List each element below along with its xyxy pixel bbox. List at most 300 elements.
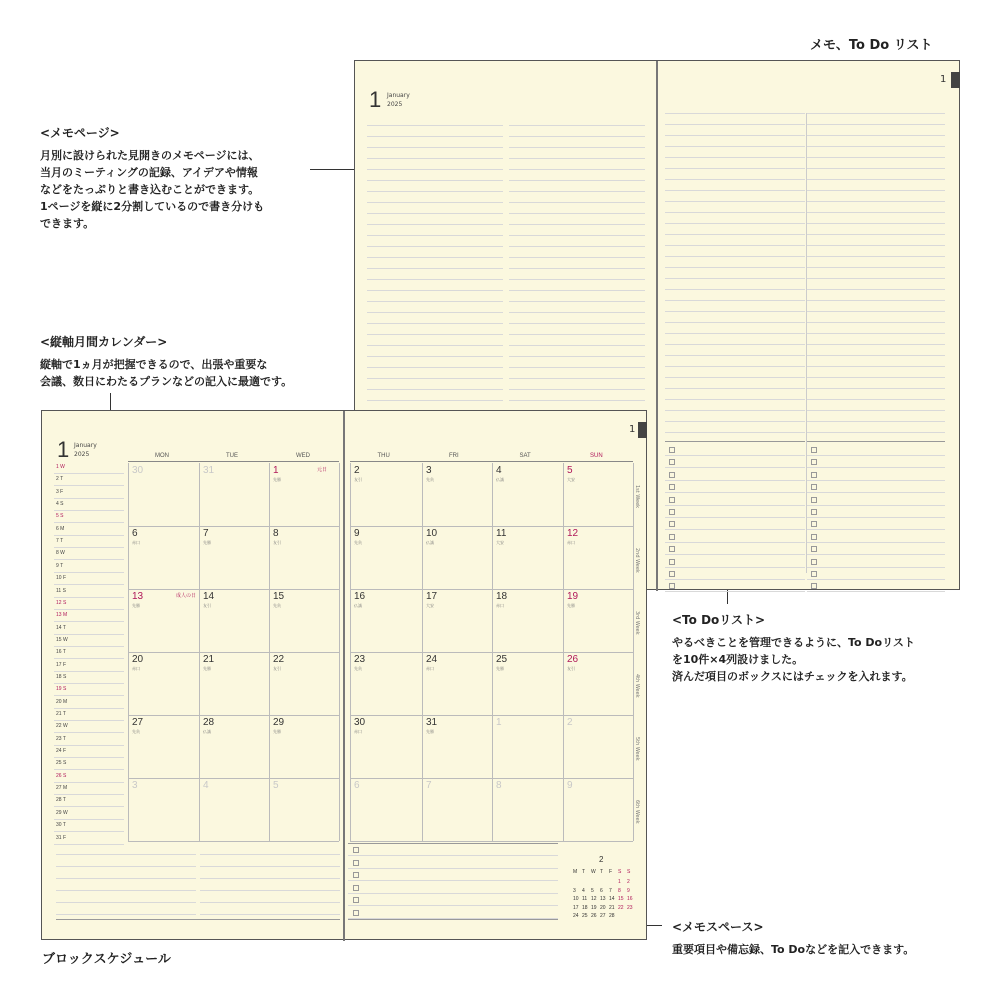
memo-rule (807, 124, 945, 125)
memo-rule (665, 212, 805, 213)
memo-rule (509, 378, 645, 379)
memo-rule (665, 388, 805, 389)
memo-rule (509, 301, 645, 302)
memo-year: 2025 (387, 101, 403, 108)
mini-calendar-day: 7 (609, 887, 612, 894)
memo-rule (509, 257, 645, 258)
todo-checkbox (811, 497, 817, 503)
memo-bottom-rule (56, 919, 340, 920)
day-list-rule (54, 547, 124, 548)
mini-calendar-day: 26 (591, 913, 597, 919)
column-divider (492, 463, 493, 841)
mini-calendar-day: 23 (627, 904, 633, 911)
day-number: 17 (426, 591, 438, 602)
memo-rule (509, 202, 645, 203)
vertical-calendar-note (40, 333, 292, 390)
rokuyo-label: 赤口 (567, 540, 575, 545)
day-list-item: 13 M (56, 612, 68, 619)
todo-checkbox (669, 484, 675, 490)
todo-rule (665, 542, 805, 543)
memo-rule (367, 235, 503, 236)
day-header-sat: SAT (519, 453, 531, 459)
todo-list-note-line: 済んだ項目のボックスにはチェックを入れます。 (672, 670, 913, 683)
memo-rule (509, 279, 645, 280)
calendar-month-number: 1 (57, 437, 70, 462)
todo-checkbox (811, 559, 817, 565)
memo-rule (807, 113, 945, 114)
rokuyo-label: 先勝 (132, 603, 140, 608)
day-list-item: 8 W (56, 550, 65, 557)
memo-rule (509, 400, 645, 401)
day-number: 30 (354, 717, 366, 728)
day-list-rule (54, 658, 124, 659)
memo-rule (509, 191, 645, 192)
mini-calendar-month: 2 (599, 855, 604, 864)
todo-rule (807, 467, 945, 468)
memo-rule (367, 169, 503, 170)
day-list-rule (54, 597, 124, 598)
todo-rule (665, 517, 805, 518)
memo-rule (56, 890, 196, 891)
day-list-item: 12 S (56, 599, 67, 606)
rokuyo-label: 赤口 (132, 540, 140, 545)
memo-rule (665, 410, 805, 411)
day-number: 14 (203, 591, 215, 602)
day-list-item: 3 F (56, 488, 64, 495)
todo-checkbox (811, 509, 817, 515)
rokuyo-label: 赤口 (132, 666, 140, 671)
memo-rule (665, 245, 805, 246)
rokuyo-label: 先負 (354, 666, 362, 671)
memo-rule (665, 333, 805, 334)
todo-checkbox (669, 472, 675, 478)
todo-rule (665, 554, 805, 555)
day-list-rule (54, 732, 124, 733)
mini-calendar-weekday: T (600, 869, 604, 875)
day-number: 29 (273, 717, 285, 728)
week-label: 4th Week (634, 674, 640, 698)
todo-rule (665, 505, 805, 506)
memo-rule (665, 377, 805, 378)
day-list-item: 6 M (56, 525, 65, 532)
memo-rule (509, 367, 645, 368)
week-rule (128, 652, 339, 653)
memo-rule (367, 367, 503, 368)
todo-header-rule (665, 441, 805, 442)
memo-rule (665, 289, 805, 290)
memo-rule (367, 312, 503, 313)
todo-rule (665, 455, 805, 456)
day-list-item: 16 T (56, 649, 66, 656)
todo-rule (807, 455, 945, 456)
day-header-mon: MON (155, 453, 169, 459)
mini-calendar-day: 16 (627, 896, 633, 902)
day-number: 8 (496, 780, 502, 791)
mini-calendar-day: 14 (609, 896, 615, 902)
todo-rule (665, 467, 805, 468)
memo-rule (56, 902, 196, 903)
memo-rule (807, 399, 945, 400)
calendar-month-name: January (74, 442, 97, 449)
memo-rule (509, 136, 645, 137)
day-list-item: 25 S (56, 760, 67, 767)
memo-rule (509, 213, 645, 214)
memo-rule (509, 125, 645, 126)
day-number: 25 (496, 654, 508, 665)
day-list-item: 28 T (56, 797, 66, 804)
day-number: 2 (354, 465, 360, 476)
memo-rule (56, 914, 196, 915)
todo-rule (807, 492, 945, 493)
rokuyo-label: 仏滅 (496, 477, 504, 482)
rokuyo-label: 友引 (273, 540, 281, 545)
memo-rule (509, 345, 645, 346)
column-divider (563, 463, 564, 841)
day-list-rule (54, 745, 124, 746)
memo-rule (200, 866, 340, 867)
memo-page-note-line: 当月のミーティングの記録、アイデアや情報 (40, 166, 258, 179)
memo-rule (807, 179, 945, 180)
memo-rule (807, 311, 945, 312)
todo-checkbox (669, 534, 675, 540)
memo-month-name: January (387, 92, 410, 99)
day-list-item: 15 W (56, 636, 68, 643)
week-label: 6th Week (634, 800, 640, 824)
rokuyo-label: 友引 (354, 477, 362, 482)
todo-checkbox (669, 583, 675, 589)
todo-rule (807, 567, 945, 568)
day-list-item: 30 T (56, 822, 66, 829)
rokuyo-label: 先勝 (273, 477, 281, 482)
mini-calendar-weekday: W (591, 869, 596, 875)
memo-rule (509, 323, 645, 324)
memo-rule (807, 366, 945, 367)
memo-rule (200, 878, 340, 879)
memo-rule (665, 124, 805, 125)
memo-rule (367, 268, 503, 269)
memo-rule (367, 389, 503, 390)
day-list-item: 22 W (56, 723, 68, 730)
todo-list-note-line: やるべきことを管理できるように、To Doリスト (672, 636, 915, 649)
memo-rule (807, 344, 945, 345)
day-header-wed: WED (296, 453, 310, 459)
day-list-item: 5 S (56, 513, 64, 520)
day-list-item: 2 T (56, 476, 64, 483)
rokuyo-label: 仏滅 (203, 729, 211, 734)
memo-rule (200, 914, 340, 915)
mini-calendar-weekday: M (573, 869, 578, 875)
column-divider (199, 463, 200, 841)
memo-rule (56, 866, 196, 867)
memo-rule (807, 234, 945, 235)
day-list-rule (54, 683, 124, 684)
memo-rule (509, 224, 645, 225)
memo-rule (367, 213, 503, 214)
memo-rule (807, 355, 945, 356)
todo-list-note-title: <To Doリスト> (672, 613, 766, 627)
todo-checkbox (669, 497, 675, 503)
memo-rule (509, 290, 645, 291)
week-rule (128, 778, 339, 779)
memo-rule (807, 256, 945, 257)
memo-rule (665, 355, 805, 356)
rokuyo-label: 仏滅 (354, 603, 362, 608)
memo-space-rule (348, 880, 558, 881)
memo-rule (665, 278, 805, 279)
memo-rule (807, 300, 945, 301)
rokuyo-label: 友引 (273, 666, 281, 671)
day-number: 27 (132, 717, 144, 728)
todo-rule (807, 505, 945, 506)
calendar-tab-number: 1 (629, 424, 636, 435)
memo-rule (807, 421, 945, 422)
day-list-item: 27 M (56, 785, 68, 792)
day-list-item: 14 T (56, 624, 66, 631)
todo-checkbox (811, 583, 817, 589)
rokuyo-label: 友引 (203, 603, 211, 608)
memo-rule (807, 267, 945, 268)
mini-calendar-day: 4 (582, 887, 585, 894)
memo-page-note-line: 月別に設けられた見開きのメモページには、 (40, 149, 260, 162)
memo-space-note-line: 重要項目や備忘録、To Doなどを記入できます。 (672, 943, 915, 956)
day-number: 16 (354, 591, 366, 602)
day-number: 1 (496, 717, 502, 728)
header-rule (128, 461, 339, 462)
week-label: 5th Week (634, 737, 640, 761)
todo-rule (807, 579, 945, 580)
day-list-item: 17 F (56, 661, 67, 668)
memo-checkbox (353, 847, 359, 853)
memo-space-top-rule (348, 843, 558, 844)
day-number: 2 (567, 717, 573, 728)
day-number: 6 (132, 528, 138, 539)
column-divider (128, 463, 129, 841)
day-list-rule (54, 831, 124, 832)
memo-rule (367, 334, 503, 335)
memo-rule (56, 854, 196, 855)
week-rule (128, 715, 339, 716)
day-list-item: 26 S (56, 772, 67, 779)
memo-todo-caption: メモ、To Do リスト (810, 38, 933, 53)
day-list-rule (54, 498, 124, 499)
day-list-rule (54, 844, 124, 845)
week-rule (128, 841, 339, 842)
mini-calendar-weekday: S (618, 869, 622, 875)
memo-space-note (672, 918, 914, 958)
day-number: 7 (203, 528, 209, 539)
day-list-rule (54, 794, 124, 795)
memo-rule (200, 902, 340, 903)
day-list-item: 19 S (56, 686, 67, 693)
memo-page-note-title: <メモページ> (40, 126, 120, 140)
memo-rule (665, 421, 805, 422)
day-number: 8 (273, 528, 279, 539)
todo-checkbox (811, 472, 817, 478)
day-number: 5 (273, 780, 279, 791)
day-number: 28 (203, 717, 215, 728)
mini-calendar-day: 19 (591, 904, 597, 911)
day-number: 21 (203, 654, 215, 665)
memo-rule (367, 323, 503, 324)
day-list-item: 29 W (56, 809, 68, 816)
memo-rule (509, 356, 645, 357)
memo-checkbox (353, 872, 359, 878)
todo-rule (807, 529, 945, 530)
day-header-fri: FRI (449, 453, 459, 459)
day-number: 22 (273, 654, 285, 665)
todo-checkbox (669, 571, 675, 577)
rokuyo-label: 先負 (354, 540, 362, 545)
todo-list-note-line: を10件×4列設けました。 (672, 653, 804, 666)
day-number: 6 (354, 780, 360, 791)
vertical-calendar-note-title: <縦軸月間カレンダー> (40, 335, 168, 349)
day-list-rule (54, 584, 124, 585)
rokuyo-label: 友引 (567, 666, 575, 671)
day-list-rule (54, 535, 124, 536)
day-number: 5 (567, 465, 573, 476)
mini-calendar-day: 6 (600, 887, 603, 894)
vertical-calendar-note-line: 会議、数日にわたるプランなどの記入に最適です。 (40, 375, 293, 388)
mini-calendar-weekday: F (609, 869, 613, 875)
memo-rule (807, 322, 945, 323)
day-number: 1 (273, 465, 279, 476)
todo-checkbox (811, 484, 817, 490)
calendar-month-tab (638, 422, 647, 438)
mini-calendar-day: 1 (618, 879, 621, 885)
mini-calendar-day: 17 (573, 904, 579, 911)
todo-checkbox (669, 509, 675, 515)
memo-rule (665, 300, 805, 301)
day-list-rule (54, 510, 124, 511)
memo-rule (807, 410, 945, 411)
memo-rule (367, 378, 503, 379)
todo-rule (665, 492, 805, 493)
day-number: 31 (203, 465, 215, 476)
mini-calendar-day: 25 (582, 913, 588, 919)
memo-rule (367, 158, 503, 159)
week-label: 3rd Week (634, 611, 640, 635)
mini-calendar-day: 12 (591, 896, 597, 902)
rokuyo-label: 赤口 (496, 603, 504, 608)
rokuyo-label: 大安 (567, 477, 575, 482)
rokuyo-label: 先勝 (496, 666, 504, 671)
day-list-item: 24 F (56, 748, 67, 755)
mini-calendar-day: 13 (600, 896, 606, 902)
day-number: 7 (426, 780, 432, 791)
memo-checkbox (353, 885, 359, 891)
memo-rule (509, 334, 645, 335)
memo-rule (807, 388, 945, 389)
memo-rule (509, 268, 645, 269)
memo-rule (509, 180, 645, 181)
week-label: 2nd Week (634, 548, 640, 573)
day-list-item: 4 S (56, 501, 64, 508)
mini-calendar-day: 27 (600, 913, 606, 919)
mini-calendar-day: 8 (618, 887, 621, 894)
memo-rule (665, 201, 805, 202)
day-number: 24 (426, 654, 438, 665)
memo-space-bottom-rule (348, 919, 558, 920)
week-rule (128, 526, 339, 527)
memo-rule (665, 179, 805, 180)
spread-gutter (656, 61, 658, 591)
vertical-calendar-note-line: 縦軸で1ヵ月が把握できるので、出張や重要な (40, 358, 268, 371)
day-list-rule (54, 708, 124, 709)
day-list-rule (54, 473, 124, 474)
memo-page-note (40, 124, 264, 232)
memo-rule (665, 344, 805, 345)
todo-rule (807, 554, 945, 555)
todo-checkbox (669, 559, 675, 565)
calendar-year: 2025 (74, 451, 90, 458)
memo-rule (509, 147, 645, 148)
memo-rule (665, 399, 805, 400)
memo-rule (665, 113, 805, 114)
block-schedule-caption: ブロックスケジュール (42, 952, 171, 967)
day-list-item: 23 T (56, 735, 66, 742)
memo-rule (665, 432, 805, 433)
memo-space-rule (348, 893, 558, 894)
column-divider (350, 463, 351, 841)
todo-checkbox (669, 521, 675, 527)
week-rule (128, 589, 339, 590)
todo-rule (807, 542, 945, 543)
memo-rule (56, 878, 196, 879)
todo-rule (807, 517, 945, 518)
day-number: 3 (132, 780, 138, 791)
memo-rule (367, 147, 503, 148)
mini-calendar-day: 9 (627, 887, 630, 894)
memo-rule (665, 267, 805, 268)
memo-page-note-line: できます。 (40, 217, 95, 230)
week-label: 1st Week (634, 485, 640, 509)
day-number: 13 (132, 591, 144, 602)
day-number: 26 (567, 654, 579, 665)
memo-rule (367, 136, 503, 137)
memo-rule (807, 289, 945, 290)
memo-rule (367, 356, 503, 357)
todo-checkbox (811, 571, 817, 577)
mini-calendar-day: 5 (591, 887, 594, 894)
day-number: 3 (426, 465, 432, 476)
memo-rule (665, 190, 805, 191)
memo-rule (807, 146, 945, 147)
day-list-rule (54, 522, 124, 523)
memo-rule (367, 202, 503, 203)
memo-rule (509, 158, 645, 159)
day-list-rule (54, 572, 124, 573)
day-list-item: 11 S (56, 587, 66, 594)
memo-page-note-line: などをたっぷりと書き込むことができます。 (40, 183, 260, 196)
memo-rule (367, 400, 503, 401)
block-schedule-spread (41, 410, 647, 940)
day-number: 9 (567, 780, 573, 791)
todo-list-note (672, 611, 915, 685)
memo-rule (807, 212, 945, 213)
rokuyo-label: 先勝 (273, 729, 281, 734)
memo-tab-number: 1 (940, 74, 947, 85)
memo-rule (807, 201, 945, 202)
rokuyo-label: 先勝 (203, 666, 211, 671)
rokuyo-label: 先勝 (426, 729, 434, 734)
memo-rule (367, 224, 503, 225)
day-list-rule (54, 769, 124, 770)
memo-rule (807, 432, 945, 433)
day-list-item: 20 M (56, 698, 68, 705)
day-list-rule (54, 634, 124, 635)
day-list-rule (54, 782, 124, 783)
day-number: 9 (354, 528, 360, 539)
